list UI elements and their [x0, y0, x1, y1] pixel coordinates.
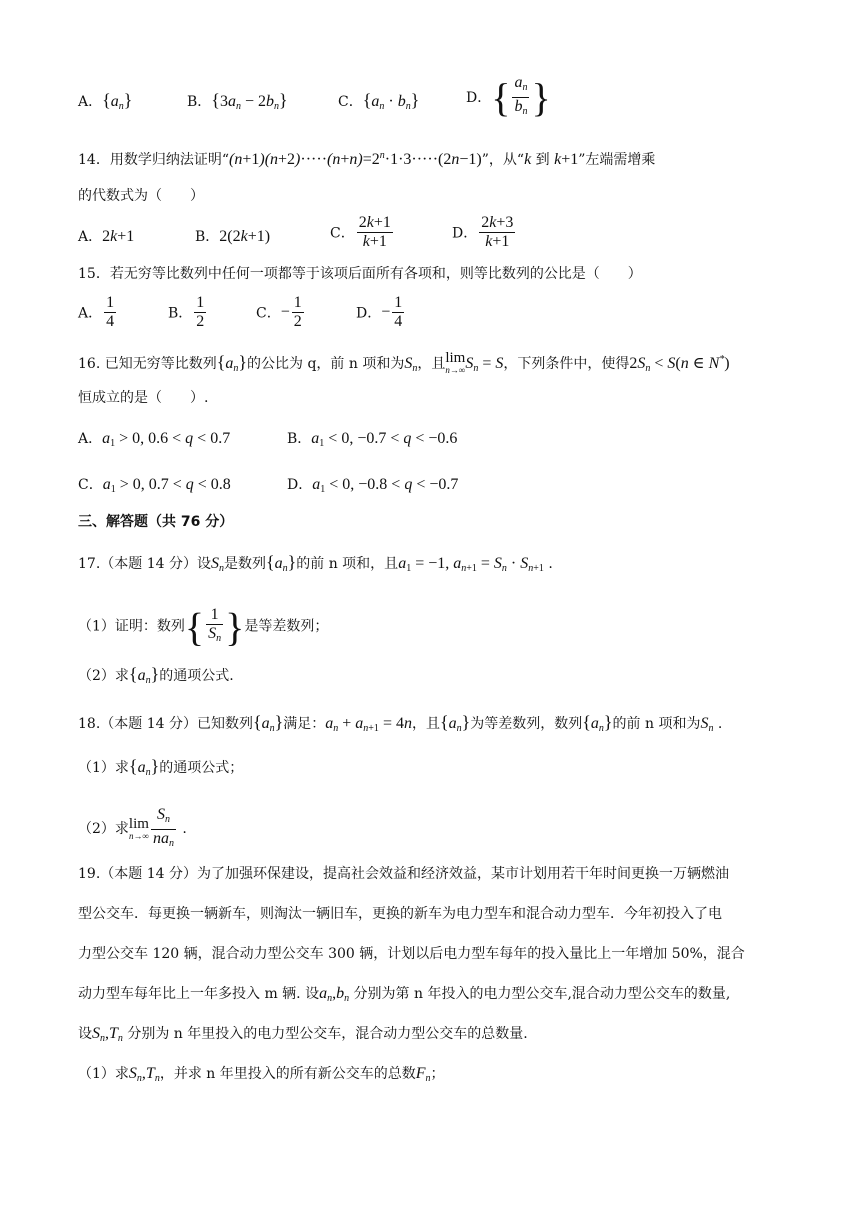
q18-stem: 18.（本题 14 分）已知数列$\{a_n\}$满足：$a_n + a_{n+1} = 4n$，且$\{a_n\}$为等差数列，数列$\{a_n\}$的前 n 项和为$S_n$ . [78, 712, 723, 734]
q14-option-a: A．2k+1 [78, 228, 135, 245]
q14-option-d: D． $\frac{2k+3}{k+1}$ [452, 214, 514, 250]
q13-option-b: B．$\{3a_n - 2b_n\}$ [187, 90, 288, 112]
q16-stem-line2: 恒成立的是（ ）. [78, 390, 209, 406]
q14-option-b: B．2(2k+1) [195, 228, 271, 245]
q13-option-c: C．$\{a_n \cdot b_n\}$ [338, 90, 420, 112]
q14-stem: 14．用数学归纳法证明“$(n+1)(n+2)\cdot\cdot\cdot\cdot\cdot(n+n)=2^n\cdot 1\cdot 3\cdot\cdot\cdot\cdot\cdot(2n-1)$”，从“k 到 k+1”左端需增乘 [78, 150, 656, 168]
q17-part2: （2）求$\{a_n\}$的通项公式. [78, 664, 234, 686]
q15-stem: 15．若无穷等比数列中任何一项都等于该项后面所有各项和，则等比数列的公比是（ ） [78, 266, 642, 282]
q13-option-d: D．{ $\frac{a_n}{b_n}$ } [466, 74, 551, 120]
q19-stem-line3: 力型公交车 120 辆，混合动力型公交车 300 辆，计划以后电力型车每年的投入量比上一年增加 50%，混合 [78, 946, 745, 962]
q15-option-d: D．− $\frac{1}{4}$ [356, 294, 403, 330]
q18-part1: （1）求$\{a_n\}$的通项公式； [78, 756, 244, 778]
q19-stem-line2: 型公交车．每更换一辆新车，则淘汰一辆旧车，更换的新车为电力型车和混合动力型车．今年初投入了电 [78, 906, 722, 922]
q16-option-b: B．$a_1 < 0$, −0.7 < q < −0.6 [287, 430, 458, 449]
q18-part2: （2）求 lim n→∞ $\frac{S_n}{na_n}$ . [78, 806, 187, 849]
q14-option-c: C． $\frac{2k+1}{k+1}$ [330, 214, 391, 250]
q15-option-a: A． $\frac{1}{4}$ [78, 294, 115, 330]
q19-stem-line4: 动力型车每年比上一年多投入 m 辆. 设$a_n,b_n$ 分别为第 n 年投入的电力型公交车,混合动力型公交车的数量, [78, 985, 731, 1004]
q15-option-b: B． $\frac{1}{2}$ [168, 294, 205, 330]
q19-stem-line1: 19.（本题 14 分）为了加强环保建设，提高社会效益和经济效益，某市计划用若干年时间更换一万辆燃油 [78, 866, 729, 882]
q16-option-c: C．$a_1 > 0$, 0.7 < q < 0.8 [78, 476, 231, 495]
q16-stem: 16. 已知无穷等比数列$\{a_n\}$的公比为 q，前 n 项和为$S_n$，且 lim n→∞ $S_n = S$，下列条件中，使得$2S_n < S(n$ ∈ N*) [78, 350, 730, 376]
q16-option-a: A．$a_1 > 0$, 0.6 < q < 0.7 [78, 430, 231, 449]
q13-option-a: A．$\{a_n\}$ [78, 90, 133, 112]
q14-stem-line2: 的代数式为（ ） [78, 188, 204, 204]
q19-part1: （1）求$S_n,T_n$，并求 n 年里投入的所有新公交车的总数$F_n$； [78, 1065, 445, 1084]
q15-option-c: C．− $\frac{1}{2}$ [256, 294, 302, 330]
q17-stem: 17.（本题 14 分）设$S_n$是数列$\{a_n\}$的前 n 项和，且$a_1 = -1$, $a_{n+1} = S_n \cdot S_{n+1}$ . [78, 552, 553, 574]
q17-part1: （1）证明：数列{ $\frac{1}{S_n}$ }是等差数列； [78, 604, 329, 649]
q16-option-d: D．$a_1 < 0$, −0.8 < q < −0.7 [287, 476, 459, 495]
q19-stem-line5: 设$S_n,T_n$ 分别为 n 年里投入的电力型公交车，混合动力型公交车的总数量. [78, 1025, 528, 1044]
section-heading: 三、解答题（共 76 分） [78, 514, 234, 530]
